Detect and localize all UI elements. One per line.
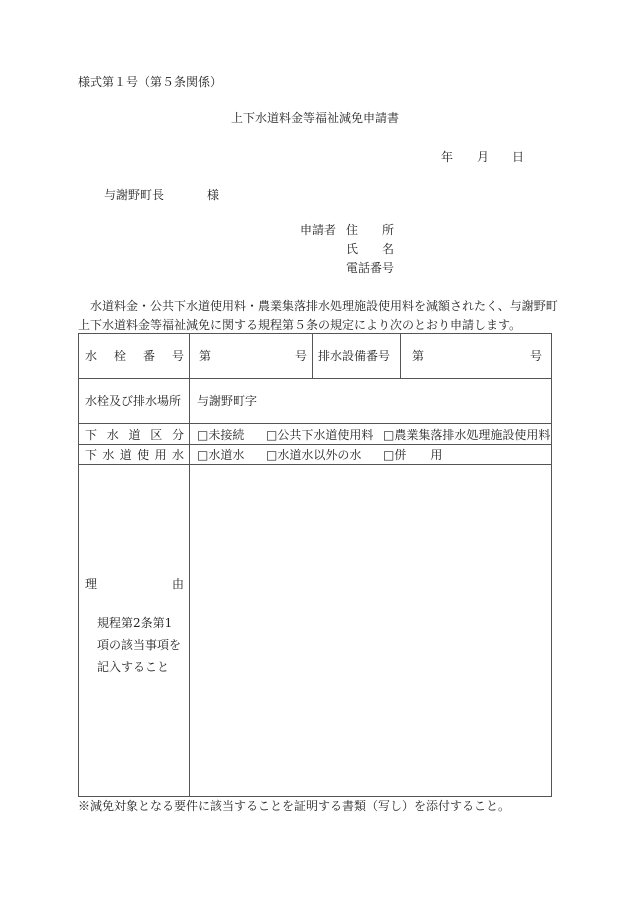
checkbox-public-sewer[interactable]: □公共下水道使用料 — [266, 428, 374, 442]
checkbox-non-tap-water[interactable]: □水道水以外の水 — [266, 448, 362, 462]
statement-line-2: 上下水道料金等福祉減免に関する規程第５条の規定により次のとおり申請します。 — [78, 318, 522, 332]
checkbox-unconnected[interactable]: □未接続 — [197, 428, 245, 442]
sewer-category-label: 下 水 道 区 分 — [85, 428, 184, 442]
hydrant-number-label: 水 栓 番 号 — [85, 349, 184, 363]
name-label-b: 名 — [382, 242, 395, 256]
column-divider — [400, 334, 401, 378]
location-label: 水栓及び排水場所 — [85, 394, 182, 408]
address-label-b: 所 — [382, 223, 395, 237]
location-field[interactable]: 与謝野町字 — [197, 394, 258, 408]
date-month-label: 月 — [477, 150, 490, 164]
checkbox-tap-water[interactable]: □水道水 — [197, 448, 245, 462]
application-statement — [78, 297, 558, 335]
hydrant-number-field[interactable]: 第 号 — [199, 349, 307, 363]
phone-label: 電話番号 — [346, 261, 395, 275]
drainage-equipment-number-label: 排水設備番号 — [318, 349, 391, 363]
drainage-equipment-number-field[interactable]: 第 号 — [412, 349, 542, 363]
reason-instruction: 規程第2条第1項の該当事項を記入すること — [97, 616, 182, 674]
reason-label: 理 由 — [85, 577, 184, 591]
checkbox-rural-drainage[interactable]: □農業集落排水処理施設使用料 — [383, 428, 551, 442]
attachment-footnote: ※減免対象となる要件に該当することを証明する書類（写し）を添付すること。 — [78, 799, 511, 813]
name-label-a: 氏 — [346, 242, 359, 256]
date-year-label: 年 — [441, 150, 454, 164]
checkbox-combined-use[interactable]: □併 用 — [383, 448, 443, 462]
date-day-label: 日 — [512, 150, 525, 164]
row-divider — [79, 464, 551, 465]
form-number: 様式第１号（第５条関係） — [78, 75, 223, 89]
document-title: 上下水道料金等福祉減免申請書 — [230, 111, 399, 125]
addressee-honorific: 様 — [207, 188, 220, 202]
address-label-a: 住 — [346, 223, 359, 237]
reason-field[interactable] — [191, 466, 551, 796]
water-source-label: 下 水 道 使 用 水 — [85, 448, 184, 462]
column-divider — [312, 334, 313, 378]
statement-line-1: 水道料金・公共下水道使用料・農業集落排水処理施設使用料を減額されたく、与謝野町 — [78, 299, 558, 313]
column-divider — [189, 334, 190, 796]
application-table — [78, 333, 552, 797]
row-divider — [79, 423, 551, 424]
addressee-name: 与謝野町長 — [104, 188, 165, 202]
row-divider — [79, 378, 551, 379]
applicant-label: 申請者 — [300, 223, 337, 237]
row-divider — [79, 444, 551, 445]
